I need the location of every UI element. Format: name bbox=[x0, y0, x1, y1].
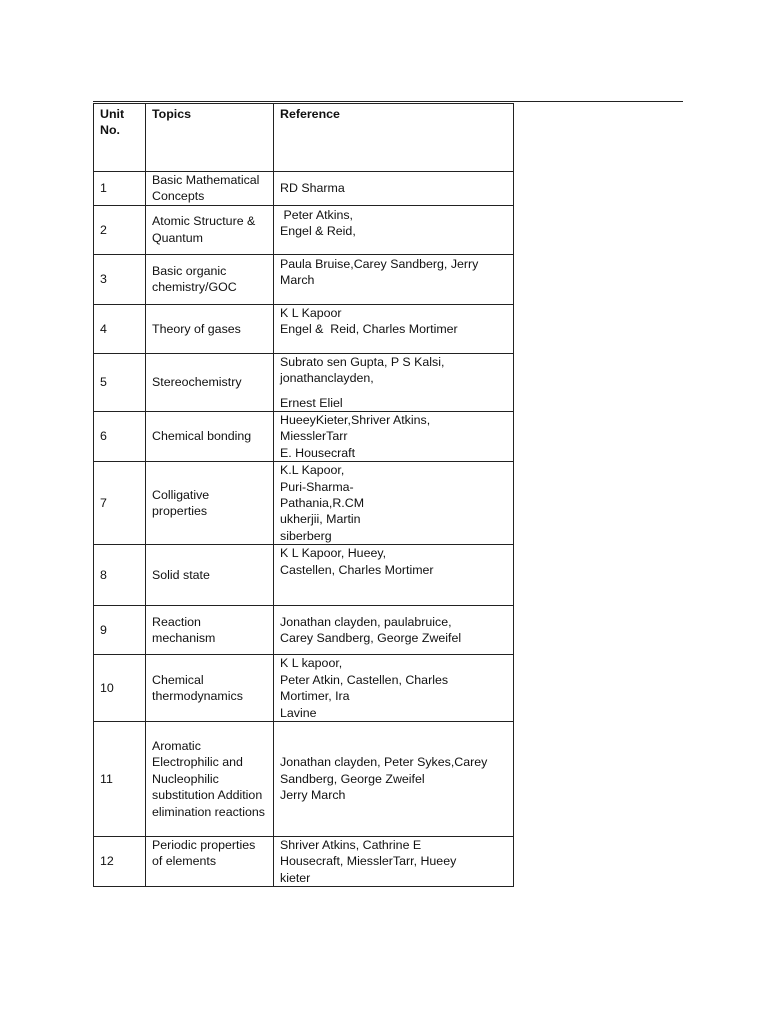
header-topics: Topics bbox=[146, 104, 274, 172]
table-row bbox=[94, 254, 514, 304]
reference-line: HueeyKieter,Shriver Atkins, bbox=[280, 413, 431, 428]
unit-number: 7 bbox=[94, 462, 146, 545]
topic-cell bbox=[146, 205, 274, 254]
reference-cell bbox=[274, 412, 514, 462]
topic-cell bbox=[146, 462, 274, 545]
reference-line: Mortimer, Ira bbox=[280, 689, 350, 704]
table-row bbox=[94, 655, 514, 722]
reference-line: Lavine bbox=[280, 705, 317, 720]
table-row bbox=[94, 545, 514, 606]
topic-cell bbox=[146, 172, 274, 206]
reference-cell bbox=[274, 545, 514, 606]
table-row bbox=[94, 606, 514, 655]
reference-line: Engel & Reid, bbox=[280, 224, 356, 239]
topic-text: Chemical bonding bbox=[152, 429, 252, 444]
topic-cell bbox=[146, 353, 274, 411]
reference-line: Carey Sandberg, George Zweifel bbox=[280, 631, 462, 646]
reference-line: K L Kapoor, Hueey, bbox=[280, 546, 387, 561]
header-unit-no bbox=[94, 104, 146, 172]
topic-text: Periodic properties of elements bbox=[152, 837, 256, 869]
table-row bbox=[94, 412, 514, 462]
topic-text: Reaction mechanism bbox=[152, 614, 216, 646]
topic-text: Aromatic Electrophilic and Nucleophilic substitution Addition elimination reactions bbox=[152, 738, 265, 819]
reference-line: Jonathan clayden, paulabruice, bbox=[280, 614, 452, 629]
topic-text: Stereochemistry bbox=[152, 375, 242, 390]
reference-line: Jerry March bbox=[280, 788, 346, 803]
header-reference: Reference bbox=[274, 104, 514, 172]
paragraph-gap bbox=[280, 387, 507, 395]
topic-text: Atomic Structure & Quantum bbox=[152, 214, 256, 245]
reference-line: Peter Atkins, bbox=[280, 207, 354, 222]
reference-line: Housecraft, MiesslerTarr, Hueey bbox=[280, 854, 457, 869]
unit-number: 2 bbox=[94, 205, 146, 254]
top-rule bbox=[93, 101, 683, 102]
reference-line: jonathanclayden, bbox=[280, 371, 374, 386]
reference-line: Jonathan clayden, Peter Sykes,Carey bbox=[280, 755, 488, 770]
unit-number: 11 bbox=[94, 721, 146, 836]
header-no-label: No. bbox=[100, 123, 120, 138]
reference-line: kieter bbox=[280, 870, 311, 885]
reference-line: March bbox=[280, 273, 315, 288]
reference-cell bbox=[274, 304, 514, 353]
topic-text: Theory of gases bbox=[152, 321, 241, 336]
reference-line: Puri-Sharma- bbox=[280, 479, 354, 494]
header-row bbox=[94, 104, 514, 172]
unit-number: 5 bbox=[94, 353, 146, 411]
reference-line: Sandberg, George Zweifel bbox=[280, 771, 425, 786]
reference-cell bbox=[274, 254, 514, 304]
reference-line: ukherjii, Martin bbox=[280, 512, 361, 527]
topic-cell bbox=[146, 304, 274, 353]
reference-cell bbox=[274, 836, 514, 886]
reference-line: Ernest Eliel bbox=[280, 395, 343, 410]
reference-line: K L Kapoor bbox=[280, 305, 342, 320]
reference-line: Pathania,R.CM bbox=[280, 496, 365, 511]
table-row bbox=[94, 304, 514, 353]
topic-cell bbox=[146, 412, 274, 462]
unit-number: 8 bbox=[94, 545, 146, 606]
topic-cell bbox=[146, 655, 274, 722]
topic-text: Chemical thermodynamics bbox=[152, 672, 243, 704]
reference-line: Peter Atkin, Castellen, Charles bbox=[280, 672, 449, 687]
reference-line: RD Sharma bbox=[280, 181, 345, 196]
topic-cell bbox=[146, 836, 274, 886]
table-row bbox=[94, 721, 514, 836]
topic-cell bbox=[146, 606, 274, 655]
table-row bbox=[94, 353, 514, 411]
table-row bbox=[94, 205, 514, 254]
topic-text: Solid state bbox=[152, 568, 210, 583]
topic-text: Colligative properties bbox=[152, 487, 210, 519]
topic-text: Basic organic chemistry/GOC bbox=[152, 263, 237, 295]
topic-cell bbox=[146, 545, 274, 606]
reference-cell bbox=[274, 721, 514, 836]
reference-line: Castellen, Charles Mortimer bbox=[280, 562, 434, 577]
topic-cell bbox=[146, 254, 274, 304]
reference-line: MiesslerTarr bbox=[280, 429, 348, 444]
reference-cell bbox=[274, 462, 514, 545]
reference-cell bbox=[274, 353, 514, 411]
table-row bbox=[94, 172, 514, 206]
unit-number: 6 bbox=[94, 412, 146, 462]
reference-line: Shriver Atkins, Cathrine E bbox=[280, 837, 422, 852]
reference-cell bbox=[274, 172, 514, 206]
unit-number: 9 bbox=[94, 606, 146, 655]
reference-line: K.L Kapoor, bbox=[280, 463, 345, 478]
table-row bbox=[94, 462, 514, 545]
reference-line: siberberg bbox=[280, 528, 332, 543]
reference-line: Engel & Reid, Charles Mortimer bbox=[280, 322, 458, 337]
reference-line: K L kapoor, bbox=[280, 656, 343, 671]
reference-line: Subrato sen Gupta, P S Kalsi, bbox=[280, 354, 445, 369]
syllabus-table bbox=[93, 103, 514, 887]
reference-cell bbox=[274, 606, 514, 655]
header-unit-label: Unit bbox=[100, 107, 125, 121]
unit-number: 4 bbox=[94, 304, 146, 353]
reference-line: E. Housecraft bbox=[280, 445, 356, 460]
reference-line: Paula Bruise,Carey Sandberg, Jerry bbox=[280, 256, 479, 271]
table-row bbox=[94, 836, 514, 886]
reference-cell bbox=[274, 205, 514, 254]
reference-cell bbox=[274, 655, 514, 722]
unit-number: 10 bbox=[94, 655, 146, 722]
topic-text: Basic Mathematical Concepts bbox=[152, 173, 260, 204]
unit-number: 12 bbox=[94, 836, 146, 886]
unit-number: 3 bbox=[94, 254, 146, 304]
topic-cell bbox=[146, 721, 274, 836]
unit-number: 1 bbox=[94, 172, 146, 206]
